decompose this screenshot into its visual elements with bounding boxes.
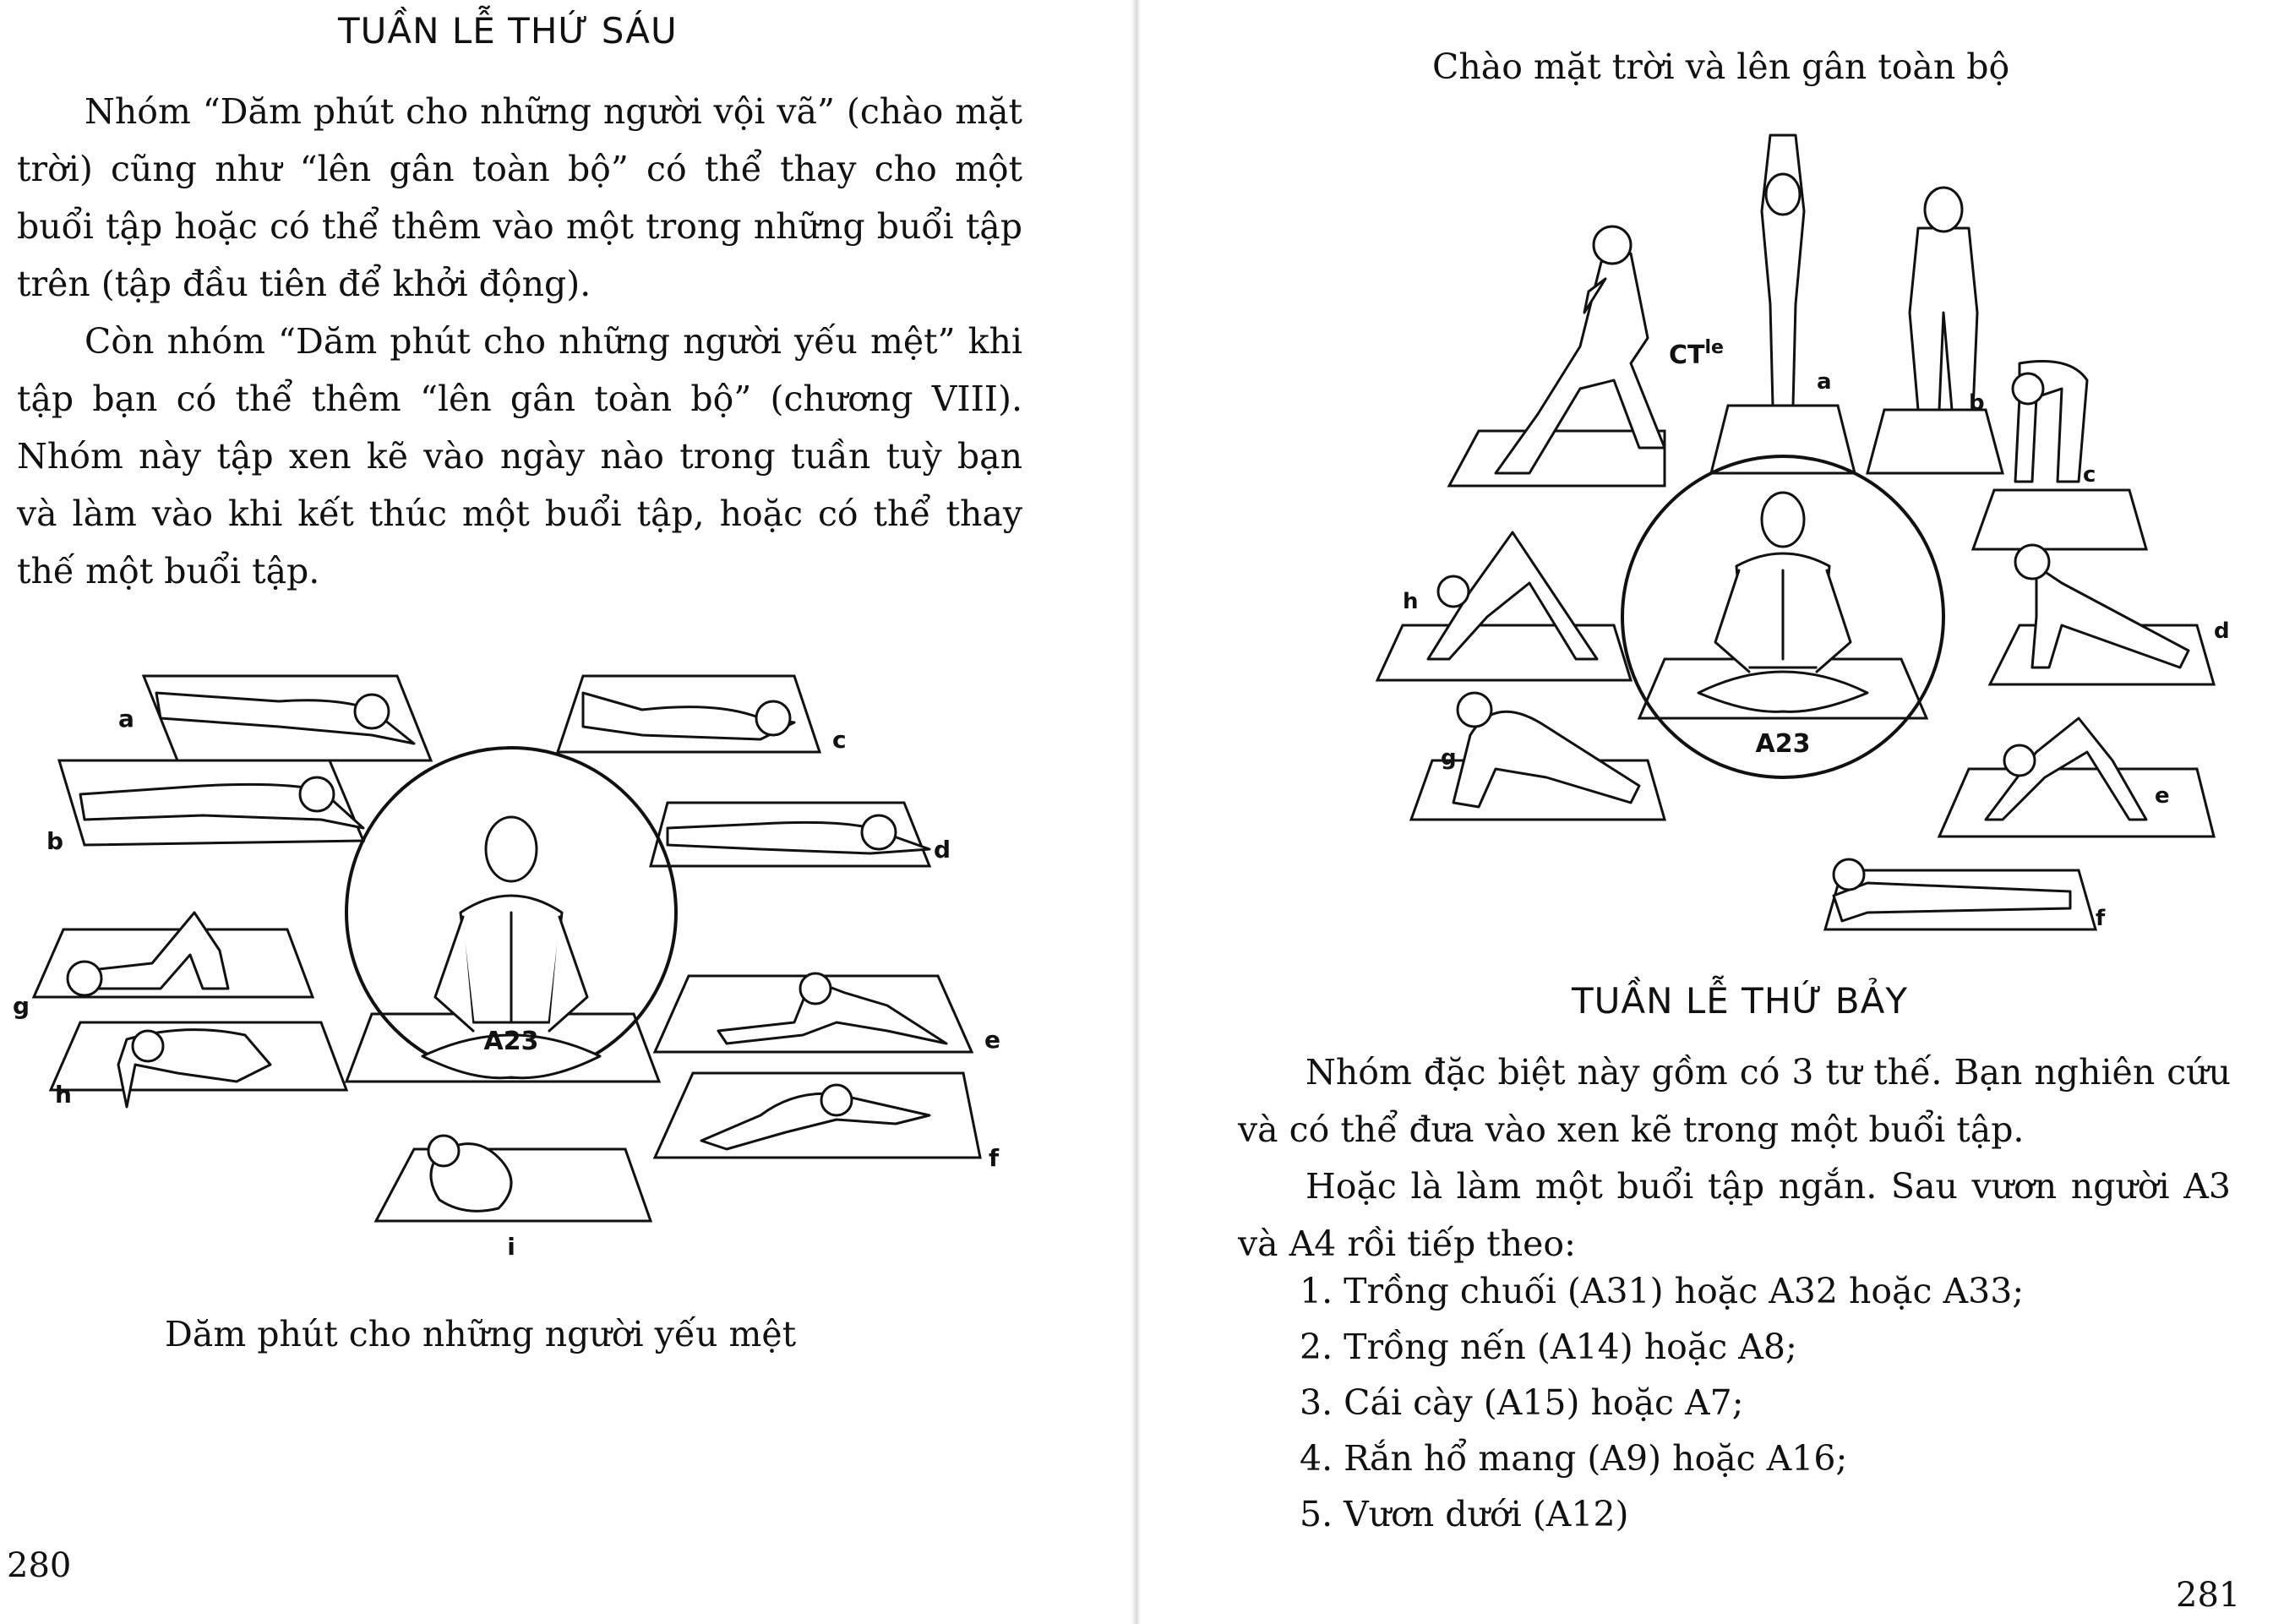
label-f-right: f (2096, 906, 2106, 931)
label-a: a (118, 705, 134, 733)
lotus-pose-figure-right (1698, 493, 1867, 711)
pose-ct-lunge (1449, 226, 1724, 486)
right-figure-title: Chào mặt trời và lên gân toàn bộ (1432, 46, 2010, 87)
label-b-right: b (1969, 390, 1985, 416)
label-a-right: a (1817, 369, 1832, 395)
left-paragraph-1: Nhóm “Dăm phút cho những người vội vã” (chào mặt trời) cũng như “lên gân toàn bộ” có thể thay cho một buổi tập hoặc có thể thêm vào một trong những buổi tập trên (tập đầu tiên để khởi động). (17, 91, 1022, 304)
page-number-right: 281 (2176, 1576, 2241, 1615)
label-g-right: g (1441, 745, 1457, 771)
pose-f-prone (1825, 859, 2106, 931)
pose-b-namaste (1867, 188, 2003, 473)
ct-label: $CT^{le}$ (1669, 337, 1724, 370)
label-i: i (507, 1233, 515, 1261)
page-number-left: 280 (7, 1546, 72, 1585)
weak-routine-figure (0, 659, 1141, 1284)
pose-a (118, 676, 431, 760)
label-g: g (13, 992, 30, 1020)
pose-h (51, 1022, 346, 1109)
list-item: 2. Trồng nến (A14) hoặc A8; (1300, 1327, 1797, 1367)
week-seven-heading: TUẦN LỄ THỨ BẢY (1572, 980, 1909, 1022)
label-h: h (55, 1081, 72, 1109)
pose-d (651, 803, 951, 866)
list-item: 4. Rắn hổ mang (A9) hoặc A16; (1300, 1438, 1848, 1479)
pose-e-downward-dog (1939, 718, 2214, 837)
pose-d-lunge (1990, 545, 2230, 684)
pose-c (558, 676, 847, 754)
list-item: 5. Vươn dưới (A12) (1300, 1494, 1629, 1534)
pose-e (655, 973, 1000, 1054)
pose-i (376, 1136, 651, 1261)
label-e: e (984, 1026, 1000, 1054)
list-item: 1. Trồng chuối (A31) hoặc A32 hoặc A33; (1300, 1271, 2025, 1311)
label-f: f (989, 1144, 1000, 1172)
label-d-right: d (2214, 619, 2230, 644)
left-figure-caption: Dăm phút cho những người yếu mệt (165, 1314, 797, 1354)
label-c-right: c (2083, 462, 2096, 488)
left-paragraph-2: Còn nhóm “Dăm phút cho những người yếu mệt” khi tập bạn có thể thêm “lên gân toàn bộ” (chương VIII). Nhóm này tập xen kẽ vào ngày nào trong tuần tuỳ bạn và làm vào khi kết thúc một buổi tập, hoặc có thể thay thế một buổi tập. (17, 321, 1022, 591)
pose-h-downward-dog (1377, 532, 1631, 680)
label-b: b (46, 827, 64, 855)
exercise-list (1300, 1263, 2024, 1542)
right-paragraph-2: Hoặc là làm một buổi tập ngắn. Sau vươn người A3 và A4 rồi tiếp theo: (1238, 1166, 2231, 1264)
pose-a-standing (1711, 135, 1855, 473)
right-page (1141, 0, 2273, 1624)
pose-g (13, 913, 313, 1020)
pose-b (46, 760, 363, 855)
label-e-right: e (2155, 783, 2170, 809)
label-d: d (934, 836, 951, 864)
sun-salutation-figure (1141, 110, 2273, 946)
pose-g-cobra (1411, 693, 1665, 820)
list-item: 3. Cái cày (A15) hoặc A7; (1300, 1382, 1744, 1423)
right-paragraph-1: Nhóm đặc biệt này gồm có 3 tư thế. Bạn nghiên cứu và có thể đưa vào xen kẽ trong một buổi tập. (1238, 1052, 2231, 1150)
week-six-heading: TUẦN LỄ THỨ SÁU (338, 10, 678, 52)
pose-f (655, 1073, 1000, 1172)
label-h-right: h (1403, 589, 1419, 614)
center-label: A23 (483, 1027, 539, 1056)
center-label-right: A23 (1755, 729, 1811, 759)
label-c: c (832, 726, 847, 754)
